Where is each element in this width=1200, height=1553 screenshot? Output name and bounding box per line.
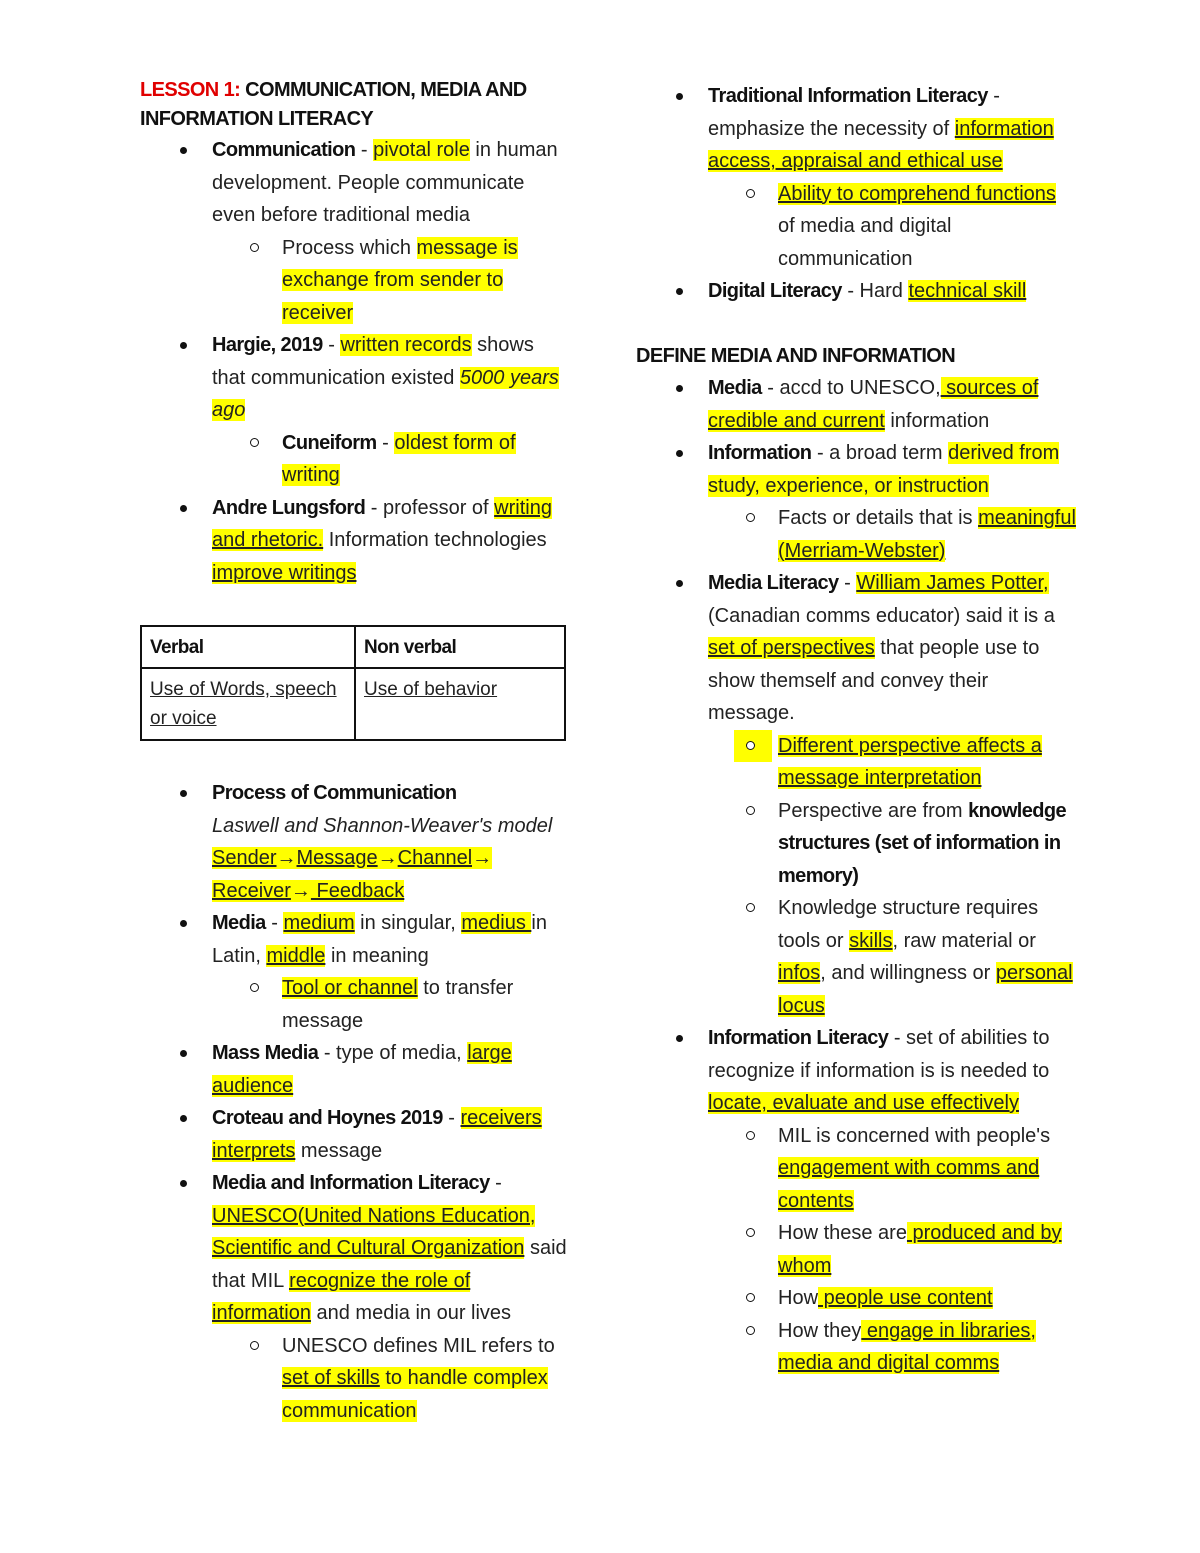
highlight: large audience xyxy=(212,1042,512,1097)
sub-item xyxy=(212,427,570,492)
table-header-cell xyxy=(141,626,355,668)
highlight: Different perspective affects a message interpretation xyxy=(778,734,1042,789)
definition-text: in meaning xyxy=(325,944,429,967)
definition-text: - emphasize the necessity of xyxy=(708,85,1000,140)
sub-item xyxy=(708,178,1076,276)
highlight: William James Potter, xyxy=(856,572,1049,594)
sub-text: Perspective are from xyxy=(778,799,969,822)
list-item-hargie xyxy=(140,329,570,492)
arrow: → xyxy=(377,847,398,869)
highlight: engage in libraries, media and digital comms xyxy=(778,1319,1036,1374)
term-mass-media: Mass Media xyxy=(212,1042,319,1064)
sub-text: , and willingness or xyxy=(820,962,996,984)
highlight: engagement with comms and contents xyxy=(778,1157,1040,1212)
term-mil: Media and Information Literacy xyxy=(212,1172,490,1194)
dash: - xyxy=(442,1107,461,1129)
definition-text: - professor of xyxy=(365,496,495,519)
right-column xyxy=(636,80,1076,1380)
definition-text: that people use to show themself and convey their message. xyxy=(708,637,1040,724)
sub-list xyxy=(212,972,570,1037)
lesson-title xyxy=(140,76,570,134)
highlight: oldest form of writing xyxy=(282,431,516,486)
step: Feedback xyxy=(310,879,405,902)
cell-verbal: Use of Words, speech or voice xyxy=(150,679,337,729)
highlight: Tool or channel xyxy=(282,977,418,999)
sub-item xyxy=(212,972,570,1037)
highlight: written records xyxy=(340,334,472,356)
term-digital: Digital Literacy xyxy=(708,280,842,302)
lesson-number: LESSON 1: xyxy=(140,79,241,101)
sub-list xyxy=(708,178,1076,276)
definition-text: in Latin, xyxy=(212,912,547,967)
sub-item xyxy=(708,795,1076,893)
spacer xyxy=(636,308,1076,340)
highlight: people use content xyxy=(818,1287,993,1309)
highlight: Ability to comprehend functions xyxy=(778,182,1056,205)
sub-text: How these are xyxy=(778,1222,907,1244)
definition-text: - a broad term xyxy=(811,442,949,464)
highlight: middle xyxy=(266,944,326,967)
definition-text: Information technologies xyxy=(323,529,547,551)
sub-text: Facts or details that is xyxy=(778,507,979,529)
highlight: 5000 years ago xyxy=(212,366,559,421)
sub-text: Process which xyxy=(282,236,417,259)
lesson-title-line1: COMMUNICATION, MEDIA AND xyxy=(240,79,527,101)
dash: - xyxy=(355,139,374,161)
sub-item xyxy=(708,1120,1076,1218)
right-bullet-list-2 xyxy=(636,372,1076,1380)
dash: - xyxy=(265,912,284,934)
list-item-andre xyxy=(140,492,570,590)
highlight: communication xyxy=(282,1399,417,1422)
sub-list xyxy=(212,1330,570,1428)
highlight: derived from study, experience, or instruction xyxy=(708,442,1060,497)
sub-item xyxy=(708,1315,1076,1380)
definition-text: in human development. People communicate even before traditional media xyxy=(212,139,558,226)
term-croteau: Croteau and Hoynes 2019 xyxy=(212,1107,443,1129)
list-item-communication xyxy=(140,134,570,329)
highlight: information access, appraisal and ethical use xyxy=(708,117,1054,172)
highlight: locate, evaluate and use effectively xyxy=(708,1092,1019,1114)
highlight: produced and by whom xyxy=(778,1222,1062,1277)
highlight: receivers interprets xyxy=(212,1107,542,1162)
term-process: Process of Communication xyxy=(212,782,457,804)
sub-list xyxy=(708,730,1076,1023)
highlight: technical skill xyxy=(908,280,1027,302)
definition-text: - set of abilities to recognize if information is is needed to xyxy=(708,1027,1050,1082)
header-nonverbal: Non verbal xyxy=(364,637,457,658)
spacer xyxy=(140,741,570,777)
bold-text: knowledge structures (set of information in memory) xyxy=(778,799,1067,887)
highlight: infos xyxy=(778,962,821,984)
model-name: Laswell and Shannon-Weaver's model xyxy=(212,814,553,837)
table-cell xyxy=(355,668,565,740)
list-item-mass-media xyxy=(140,1037,570,1102)
term-media: Media xyxy=(212,912,266,934)
table-row xyxy=(141,668,565,740)
definition-text: shows that communication existed xyxy=(212,334,534,389)
right-bullet-list xyxy=(636,80,1076,308)
dash: - xyxy=(838,572,857,594)
sub-text: Knowledge structure requires tools or xyxy=(778,897,1039,952)
sub-text: How they xyxy=(778,1319,862,1342)
highlight: set of skills xyxy=(282,1367,380,1389)
lesson-title-line2: INFORMATION LITERACY xyxy=(140,108,374,130)
sub-item xyxy=(708,730,1076,795)
list-item-information-literacy xyxy=(636,1022,1076,1380)
list-item-media xyxy=(140,907,570,1037)
sub-text: of media and digital communication xyxy=(778,215,952,270)
arrow: → xyxy=(276,847,297,869)
header-verbal: Verbal xyxy=(150,637,204,658)
left-bullet-list-2 xyxy=(140,777,570,1427)
definition-text: said that MIL xyxy=(212,1237,567,1292)
definition-text: - type of media, xyxy=(318,1042,468,1064)
verbal-nonverbal-table xyxy=(140,625,566,741)
table-row xyxy=(141,626,565,668)
highlight: message is exchange from sender to receiver xyxy=(282,236,518,324)
definition-text: (Canadian comms educator) said it is a xyxy=(708,604,1055,627)
step: Channel xyxy=(397,847,473,869)
dash: - xyxy=(376,431,395,454)
step: Message xyxy=(296,847,378,869)
step: Sender xyxy=(212,847,277,869)
list-item-digital xyxy=(636,275,1076,308)
sub-text: How xyxy=(778,1287,819,1309)
sub-item xyxy=(708,1217,1076,1282)
highlight: UNESCO(United Nations Education, Scientific and Cultural Organization xyxy=(212,1204,536,1259)
sub-item xyxy=(708,892,1076,1022)
left-column xyxy=(140,76,570,1427)
sub-text: to transfer message xyxy=(282,977,514,1032)
term-cuneiform: Cuneiform xyxy=(282,431,377,454)
dash: - xyxy=(322,334,341,356)
term-information-literacy: Information Literacy xyxy=(708,1027,889,1049)
arrow: → xyxy=(472,847,493,869)
sub-list xyxy=(212,427,570,492)
highlight: personal locus xyxy=(778,962,1073,1017)
highlight: set of perspectives xyxy=(708,637,875,659)
sub-item xyxy=(212,1330,570,1428)
highlight: improve writings xyxy=(212,561,357,584)
term-communication: Communication xyxy=(212,139,356,161)
step: Receiver xyxy=(212,879,291,902)
highlight: writing and rhetoric. xyxy=(212,496,552,551)
sub-text: UNESCO defines MIL refers to xyxy=(282,1334,555,1357)
sub-text: MIL is concerned with people's xyxy=(778,1124,1051,1147)
sub-list xyxy=(708,1120,1076,1380)
term-andre: Andre Lungsford xyxy=(212,496,366,519)
sub-list xyxy=(212,232,570,330)
highlight: meaningful (Merriam-Webster) xyxy=(778,507,1076,562)
definition-text: information xyxy=(884,409,990,432)
sub-text: , raw material or xyxy=(892,929,1036,952)
highlight: medius xyxy=(461,912,532,934)
sub-item xyxy=(708,1282,1076,1315)
sub-list xyxy=(708,502,1076,567)
list-item-process xyxy=(140,777,570,907)
list-item-traditional xyxy=(636,80,1076,275)
sub-item xyxy=(212,232,570,330)
term-media-literacy: Media Literacy xyxy=(708,572,839,594)
highlight: sources of credible and current xyxy=(708,377,1039,432)
term-media: Media xyxy=(708,377,762,399)
highlight: to handle complex xyxy=(379,1367,548,1389)
highlight: pivotal role xyxy=(373,139,470,161)
cell-nonverbal: Use of behavior xyxy=(364,679,498,700)
definition-text: - accd to UNESCO, xyxy=(761,377,941,399)
list-item-croteau xyxy=(140,1102,570,1167)
arrow: → xyxy=(290,879,311,902)
term-information: Information xyxy=(708,442,812,464)
definition-text: and media in our lives xyxy=(310,1302,512,1324)
term-traditional: Traditional Information Literacy xyxy=(708,85,988,107)
spacer xyxy=(140,589,570,625)
highlight: recognize the role of information xyxy=(212,1269,471,1324)
section-title: DEFINE MEDIA AND INFORMATION xyxy=(636,344,956,367)
list-item-mil xyxy=(140,1167,570,1427)
list-item-media xyxy=(636,372,1076,437)
sub-item xyxy=(708,502,1076,567)
definition-text: message xyxy=(295,1139,383,1162)
highlight: medium xyxy=(283,912,355,934)
highlight: skills xyxy=(849,929,893,952)
left-bullet-list xyxy=(140,134,570,589)
list-item-media-literacy xyxy=(636,567,1076,1022)
table-cell xyxy=(141,668,355,740)
list-item-information xyxy=(636,437,1076,567)
dash: - xyxy=(489,1172,502,1194)
table-header-cell xyxy=(355,626,565,668)
definition-text: - Hard xyxy=(841,280,909,302)
definition-text: in singular, xyxy=(354,912,462,934)
term-hargie: Hargie, 2019 xyxy=(212,334,323,356)
